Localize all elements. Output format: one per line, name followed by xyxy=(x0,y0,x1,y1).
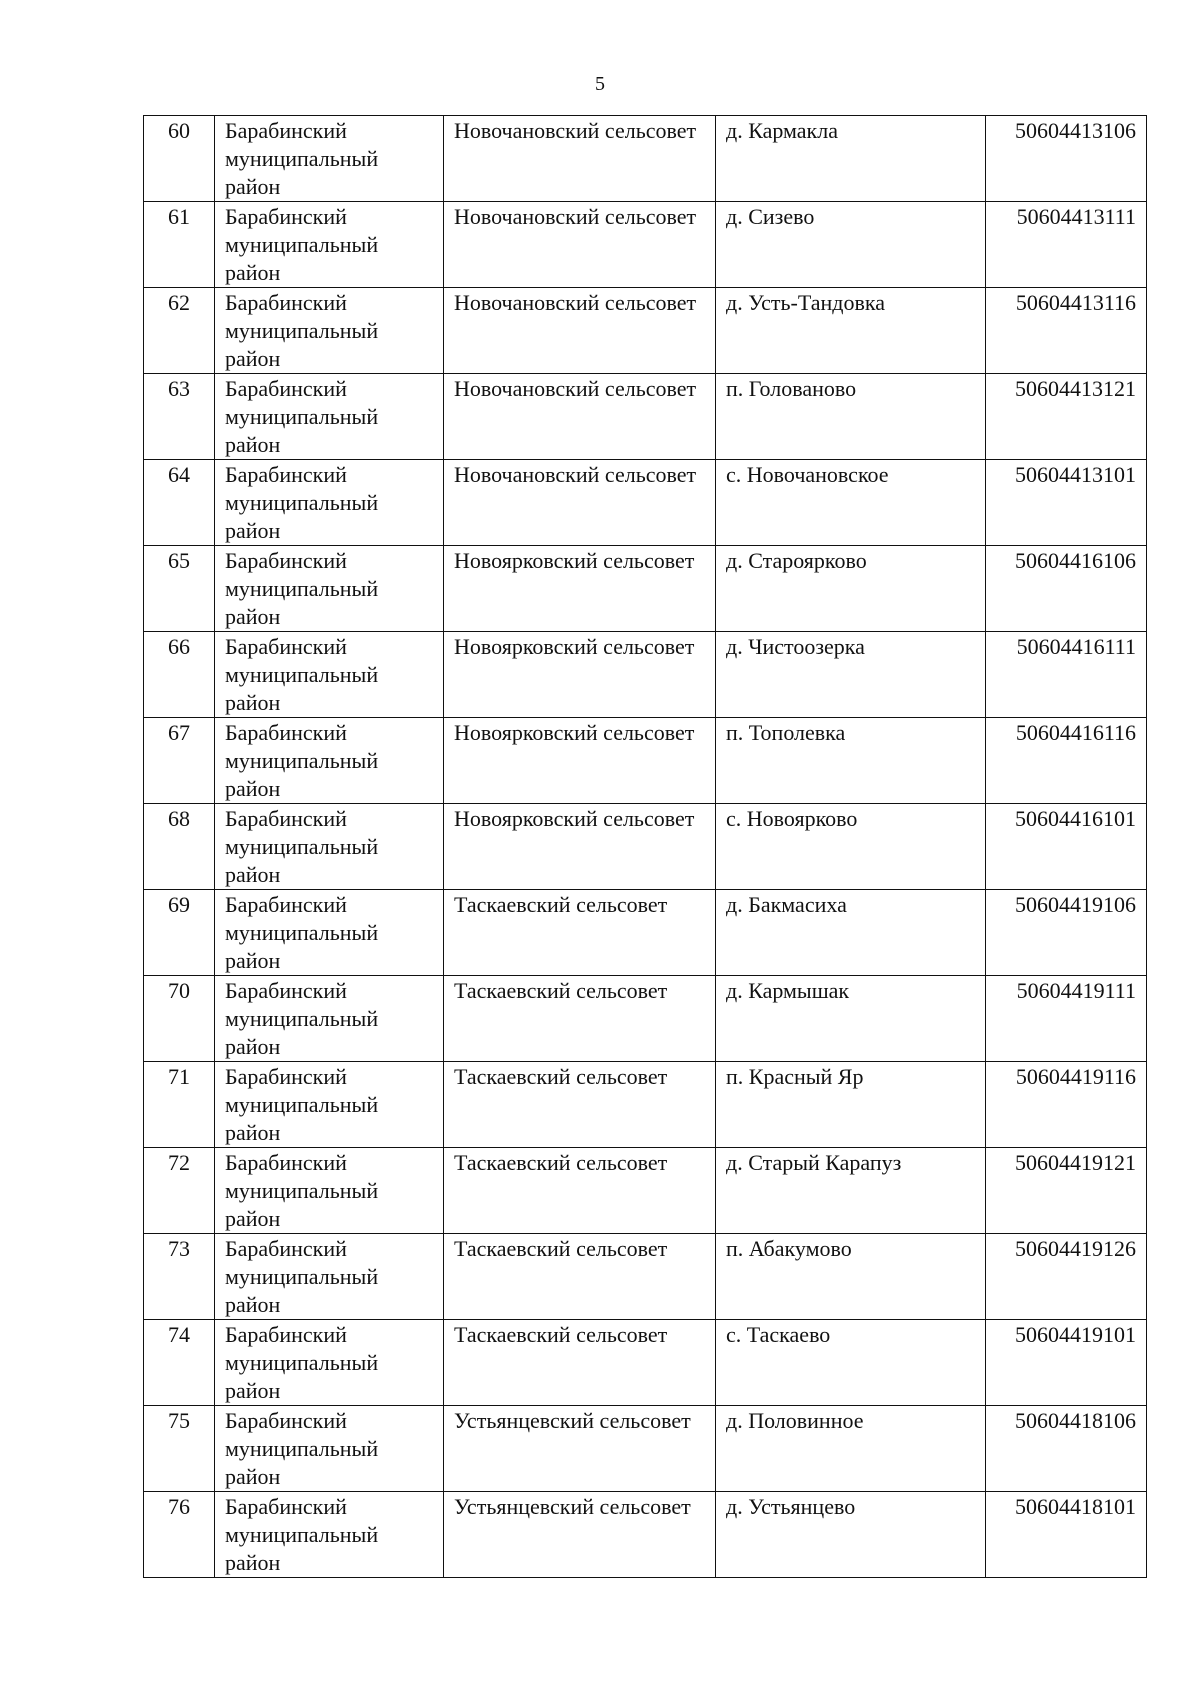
table-row xyxy=(144,890,1147,976)
table-row xyxy=(144,116,1147,202)
council-cell xyxy=(444,804,716,890)
council-cell-text: Новочановский сельсовет xyxy=(454,290,697,315)
oktmo-code-cell-text: 50604419106 xyxy=(1015,892,1136,917)
council-cell xyxy=(444,1492,716,1578)
row-number-cell-text: 67 xyxy=(168,720,190,745)
row-number-cell xyxy=(144,1492,215,1578)
row-number-cell xyxy=(144,718,215,804)
settlement-cell xyxy=(716,460,986,546)
district-cell-text: Барабинский муниципальный район xyxy=(225,290,379,371)
table-row xyxy=(144,632,1147,718)
settlement-cell xyxy=(716,632,986,718)
district-cell xyxy=(215,1320,444,1406)
row-number-cell xyxy=(144,804,215,890)
council-cell xyxy=(444,202,716,288)
oktmo-code-cell xyxy=(986,804,1147,890)
oktmo-code-cell xyxy=(986,1492,1147,1578)
district-cell-text: Барабинский муниципальный район xyxy=(225,1494,379,1575)
table-row xyxy=(144,976,1147,1062)
oktmo-code-cell-text: 50604413121 xyxy=(1015,376,1136,401)
row-number-cell xyxy=(144,632,215,718)
district-cell-text: Барабинский муниципальный район xyxy=(225,1322,379,1403)
district-cell xyxy=(215,718,444,804)
settlement-cell-text: с. Новочановское xyxy=(726,462,889,487)
oktmo-code-cell xyxy=(986,460,1147,546)
council-cell-text: Новочановский сельсовет xyxy=(454,118,697,143)
row-number-cell xyxy=(144,546,215,632)
row-number-cell-text: 64 xyxy=(168,462,190,487)
oktmo-code-cell-text: 50604418101 xyxy=(1015,1494,1136,1519)
table-row xyxy=(144,460,1147,546)
oktmo-code-cell xyxy=(986,374,1147,460)
district-cell-text: Барабинский муниципальный район xyxy=(225,548,379,629)
page-number: 5 xyxy=(595,73,605,95)
oktmo-code-cell xyxy=(986,890,1147,976)
district-cell xyxy=(215,546,444,632)
district-cell xyxy=(215,1062,444,1148)
district-cell-text: Барабинский муниципальный район xyxy=(225,720,379,801)
council-cell xyxy=(444,976,716,1062)
row-number-cell-text: 71 xyxy=(168,1064,190,1089)
settlement-cell-text: д. Кармакла xyxy=(726,118,838,143)
oktmo-code-cell-text: 50604416106 xyxy=(1015,548,1136,573)
council-cell xyxy=(444,632,716,718)
settlement-cell-text: д. Кармышак xyxy=(726,978,850,1003)
district-cell xyxy=(215,804,444,890)
oktmo-code-cell xyxy=(986,718,1147,804)
settlement-cell xyxy=(716,1148,986,1234)
settlement-cell xyxy=(716,202,986,288)
council-cell xyxy=(444,1148,716,1234)
district-cell-text: Барабинский муниципальный район xyxy=(225,634,379,715)
row-number-cell-text: 76 xyxy=(168,1494,190,1519)
table-row xyxy=(144,804,1147,890)
table-row xyxy=(144,546,1147,632)
row-number-cell xyxy=(144,460,215,546)
council-cell-text: Таскаевский сельсовет xyxy=(454,1150,668,1175)
council-cell-text: Новоярковский сельсовет xyxy=(454,720,695,745)
settlement-cell xyxy=(716,288,986,374)
council-cell xyxy=(444,374,716,460)
oktmo-code-cell xyxy=(986,1320,1147,1406)
oktmo-code-cell-text: 50604419111 xyxy=(1016,978,1136,1003)
table-row xyxy=(144,202,1147,288)
table-row xyxy=(144,1062,1147,1148)
council-cell xyxy=(444,460,716,546)
district-cell-text: Барабинский муниципальный район xyxy=(225,1408,379,1489)
oktmo-code-cell xyxy=(986,632,1147,718)
council-cell-text: Таскаевский сельсовет xyxy=(454,892,668,917)
council-cell-text: Таскаевский сельсовет xyxy=(454,1322,668,1347)
oktmo-code-cell xyxy=(986,202,1147,288)
settlement-cell xyxy=(716,976,986,1062)
settlement-cell-text: д. Чистоозерка xyxy=(726,634,865,659)
row-number-cell xyxy=(144,288,215,374)
district-cell-text: Барабинский муниципальный район xyxy=(225,978,379,1059)
district-cell-text: Барабинский муниципальный район xyxy=(225,806,379,887)
oktmo-code-cell-text: 50604419126 xyxy=(1015,1236,1136,1261)
row-number-cell-text: 66 xyxy=(168,634,190,659)
council-cell-text: Таскаевский сельсовет xyxy=(454,1064,668,1089)
district-cell xyxy=(215,976,444,1062)
council-cell-text: Новочановский сельсовет xyxy=(454,376,697,401)
oktmo-code-cell-text: 50604416116 xyxy=(1015,720,1136,745)
district-cell-text: Барабинский муниципальный район xyxy=(225,376,379,457)
settlement-cell-text: п. Тополевка xyxy=(726,720,846,745)
table-row xyxy=(144,288,1147,374)
oktmo-code-cell-text: 50604419121 xyxy=(1015,1150,1136,1175)
settlement-cell-text: п. Красный Яр xyxy=(726,1064,864,1089)
council-cell-text: Новочановский сельсовет xyxy=(454,462,697,487)
council-cell-text: Устьянцевский сельсовет xyxy=(454,1408,691,1433)
row-number-cell xyxy=(144,1406,215,1492)
row-number-cell-text: 63 xyxy=(168,376,190,401)
oktmo-code-cell-text: 50604416111 xyxy=(1016,634,1136,659)
row-number-cell xyxy=(144,1320,215,1406)
table-row xyxy=(144,1320,1147,1406)
oktmo-code-cell xyxy=(986,1234,1147,1320)
council-cell-text: Новочановский сельсовет xyxy=(454,204,697,229)
council-cell xyxy=(444,116,716,202)
district-cell xyxy=(215,460,444,546)
settlement-cell xyxy=(716,1492,986,1578)
table-row xyxy=(144,1234,1147,1320)
settlement-cell xyxy=(716,804,986,890)
row-number-cell-text: 74 xyxy=(168,1322,190,1347)
council-cell-text: Новоярковский сельсовет xyxy=(454,548,695,573)
council-cell-text: Таскаевский сельсовет xyxy=(454,978,668,1003)
row-number-cell xyxy=(144,1062,215,1148)
district-cell xyxy=(215,374,444,460)
council-cell xyxy=(444,1062,716,1148)
row-number-cell-text: 68 xyxy=(168,806,190,831)
row-number-cell xyxy=(144,116,215,202)
settlement-cell-text: д. Бакмасиха xyxy=(726,892,847,917)
district-cell-text: Барабинский муниципальный район xyxy=(225,1236,379,1317)
council-cell xyxy=(444,1406,716,1492)
district-cell-text: Барабинский муниципальный район xyxy=(225,118,379,199)
oktmo-code-cell-text: 50604419116 xyxy=(1015,1064,1136,1089)
row-number-cell-text: 69 xyxy=(168,892,190,917)
settlement-cell xyxy=(716,1234,986,1320)
oktmo-code-cell xyxy=(986,976,1147,1062)
council-cell xyxy=(444,288,716,374)
row-number-cell-text: 73 xyxy=(168,1236,190,1261)
council-cell-text: Новоярковский сельсовет xyxy=(454,634,695,659)
oktmo-code-cell xyxy=(986,288,1147,374)
oktmo-code-cell xyxy=(986,1148,1147,1234)
settlement-cell-text: д. Усть-Тандовка xyxy=(726,290,885,315)
table-row xyxy=(144,374,1147,460)
council-cell-text: Новоярковский сельсовет xyxy=(454,806,695,831)
settlement-cell xyxy=(716,374,986,460)
district-cell-text: Барабинский муниципальный район xyxy=(225,1064,379,1145)
table-row xyxy=(144,1406,1147,1492)
oktmo-code-cell xyxy=(986,546,1147,632)
table-row xyxy=(144,718,1147,804)
settlement-cell-text: с. Таскаево xyxy=(726,1322,831,1347)
settlement-cell xyxy=(716,1406,986,1492)
row-number-cell xyxy=(144,1234,215,1320)
row-number-cell-text: 61 xyxy=(168,204,190,229)
district-cell xyxy=(215,1234,444,1320)
settlement-cell-text: с. Новоярково xyxy=(726,806,858,831)
district-cell-text: Барабинский муниципальный район xyxy=(225,1150,379,1231)
oktmo-code-cell xyxy=(986,1062,1147,1148)
settlement-cell xyxy=(716,718,986,804)
table-body xyxy=(144,116,1147,1578)
settlement-cell-text: д. Староярково xyxy=(726,548,867,573)
oktmo-code-cell-text: 50604413111 xyxy=(1016,204,1136,229)
row-number-cell xyxy=(144,1148,215,1234)
oktmo-code-cell-text: 50604413101 xyxy=(1015,462,1136,487)
oktmo-code-cell xyxy=(986,1406,1147,1492)
table-row xyxy=(144,1492,1147,1578)
oktmo-code-cell xyxy=(986,116,1147,202)
council-cell xyxy=(444,718,716,804)
oktmo-code-cell-text: 50604416101 xyxy=(1015,806,1136,831)
district-cell xyxy=(215,116,444,202)
settlement-cell xyxy=(716,116,986,202)
row-number-cell-text: 65 xyxy=(168,548,190,573)
oktmo-code-cell-text: 50604418106 xyxy=(1015,1408,1136,1433)
settlements-table xyxy=(143,115,1147,1578)
district-cell-text: Барабинский муниципальный район xyxy=(225,204,379,285)
oktmo-code-cell-text: 50604413106 xyxy=(1015,118,1136,143)
district-cell xyxy=(215,1492,444,1578)
row-number-cell-text: 70 xyxy=(168,978,190,1003)
settlement-cell-text: п. Голованово xyxy=(726,376,857,401)
district-cell-text: Барабинский муниципальный район xyxy=(225,892,379,973)
district-cell xyxy=(215,288,444,374)
row-number-cell-text: 75 xyxy=(168,1408,190,1433)
settlement-cell xyxy=(716,546,986,632)
council-cell-text: Устьянцевский сельсовет xyxy=(454,1494,691,1519)
oktmo-code-cell-text: 50604413116 xyxy=(1015,290,1136,315)
settlement-cell xyxy=(716,890,986,976)
settlement-cell xyxy=(716,1062,986,1148)
council-cell-text: Таскаевский сельсовет xyxy=(454,1236,668,1261)
district-cell xyxy=(215,632,444,718)
row-number-cell-text: 62 xyxy=(168,290,190,315)
row-number-cell xyxy=(144,202,215,288)
row-number-cell xyxy=(144,890,215,976)
settlement-cell-text: д. Половинное xyxy=(726,1408,864,1433)
oktmo-code-cell-text: 50604419101 xyxy=(1015,1322,1136,1347)
district-cell xyxy=(215,890,444,976)
table-row xyxy=(144,1148,1147,1234)
council-cell xyxy=(444,546,716,632)
district-cell-text: Барабинский муниципальный район xyxy=(225,462,379,543)
settlement-cell-text: д. Сизево xyxy=(726,204,815,229)
row-number-cell-text: 72 xyxy=(168,1150,190,1175)
council-cell xyxy=(444,890,716,976)
settlement-cell-text: д. Старый Карапуз xyxy=(726,1150,902,1175)
council-cell xyxy=(444,1320,716,1406)
settlement-cell-text: д. Устьянцево xyxy=(726,1494,856,1519)
district-cell xyxy=(215,1406,444,1492)
settlement-cell xyxy=(716,1320,986,1406)
district-cell xyxy=(215,202,444,288)
council-cell xyxy=(444,1234,716,1320)
row-number-cell xyxy=(144,976,215,1062)
row-number-cell xyxy=(144,374,215,460)
settlement-cell-text: п. Абакумово xyxy=(726,1236,852,1261)
district-cell xyxy=(215,1148,444,1234)
row-number-cell-text: 60 xyxy=(168,118,190,143)
